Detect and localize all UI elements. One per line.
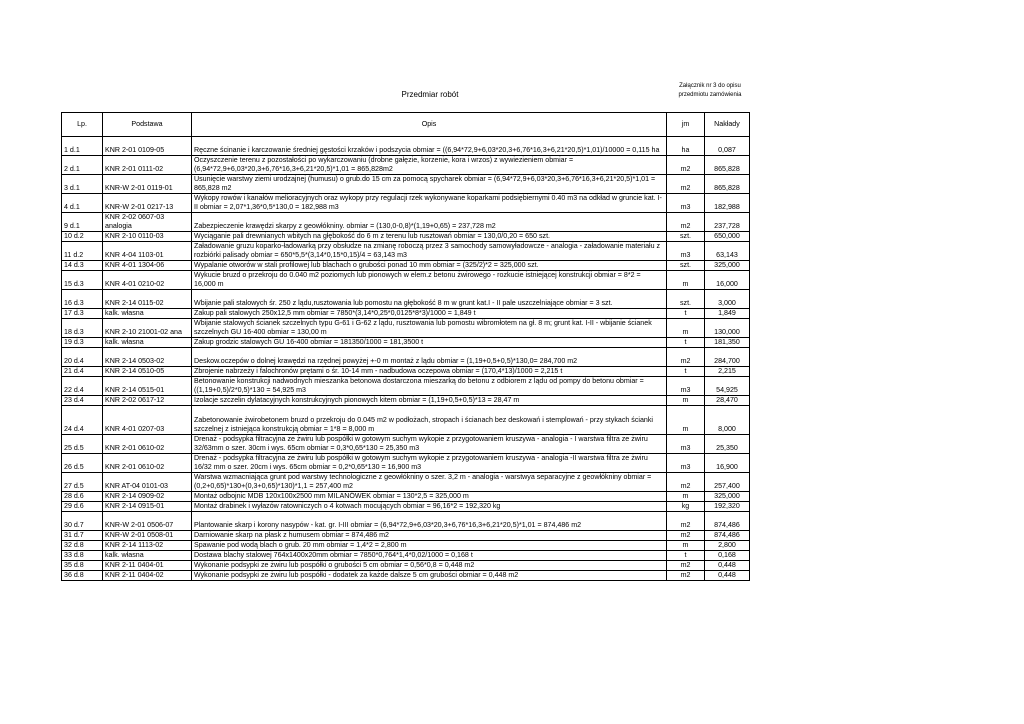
cell-podstawa: KNR-W 2-01 0508-01 bbox=[103, 531, 192, 541]
cell-jm: t bbox=[667, 367, 705, 377]
cell-jm: t bbox=[667, 309, 705, 319]
cell-opis: Zbrojenie nabrzeży i falochronów prętami o śr. 10-14 mm - nadbudowa oczepowa obmiar = (170,4*13)/1000 = 2,215 t bbox=[192, 367, 667, 377]
cell-lp: 15 d.3 bbox=[62, 271, 103, 290]
bill-of-quantities-table bbox=[61, 112, 750, 581]
cell-opis: Oczyszczenie terenu z pozostałości po wykarczowaniu (drobne gałęzie, korzenie, kora i wrzos) z wywiezieniem obmiar = (6,94*72,9+6,03*20,3+6,76*16,3+6,21*20,5)*1,01 = 865,828m2 bbox=[192, 156, 667, 175]
cell-jm: ha bbox=[667, 137, 705, 156]
table-row bbox=[62, 261, 750, 271]
table-row bbox=[62, 232, 750, 242]
col-header-podstawa: Podstawa bbox=[103, 113, 192, 137]
cell-naklady: 325,000 bbox=[705, 261, 750, 271]
table-row bbox=[62, 338, 750, 348]
cell-naklady: 874,486 bbox=[705, 512, 750, 531]
cell-podstawa: KNR 2-14 0909-02 bbox=[103, 492, 192, 502]
cell-jm: m bbox=[667, 406, 705, 435]
cell-lp: 19 d.3 bbox=[62, 338, 103, 348]
table-row bbox=[62, 309, 750, 319]
cell-opis: Warstwa wzmacniająca grunt pod warstwy technologiczne z geowłókniny o szer. 3,2 m - analogia - warstwya separacyjne z geowłókniny obmiar = (0,2+0,65)*130+(0,3+0,65)*130)*1,1 = 257,400 m2 bbox=[192, 473, 667, 492]
cell-lp: 26 d.5 bbox=[62, 454, 103, 473]
table-row bbox=[62, 512, 750, 531]
cell-lp: 28 d.6 bbox=[62, 492, 103, 502]
cell-opis: Wykonanie podsypki ze żwiru lub pospółki o grubości 5 cm obmiar = 0,56*0,8 = 0,448 m2 bbox=[192, 561, 667, 571]
cell-podstawa: KNR 2-14 0515-01 bbox=[103, 377, 192, 396]
cell-opis: Darniowanie skarp na płask z humusem obmiar = 874,486 m2 bbox=[192, 531, 667, 541]
cell-opis: Zakup pali stalowych 250x12,5 mm obmiar = 7850*(3,14*0,25*0,0125*8*3)/1000 = 1,849 t bbox=[192, 309, 667, 319]
cell-naklady: 16,900 bbox=[705, 454, 750, 473]
cell-opis: Wypalanie otworów w stali profilowej lub blachach o grubości ponad 10 mm obmiar = (325/2)*2 = 325,000 szt. bbox=[192, 261, 667, 271]
cell-lp: 16 d.3 bbox=[62, 290, 103, 309]
cell-jm: m bbox=[667, 541, 705, 551]
col-header-lp: Lp. bbox=[62, 113, 103, 137]
cell-opis: Montaż drabinek i wyłazów ratowniczych o 4 kotwach mocujących obmiar = 96,16*2 = 192,320 kg bbox=[192, 502, 667, 512]
table-row bbox=[62, 156, 750, 175]
cell-lp: 31 d.7 bbox=[62, 531, 103, 541]
cell-podstawa: kalk. własna bbox=[103, 338, 192, 348]
table-row bbox=[62, 435, 750, 454]
cell-jm: szt. bbox=[667, 290, 705, 309]
cell-podstawa: KNR 2-14 1113-02 bbox=[103, 541, 192, 551]
cell-podstawa: KNR 2-10 21001-02 ana bbox=[103, 319, 192, 338]
cell-naklady: 865,828 bbox=[705, 175, 750, 194]
cell-opis: Wykopy rowów i kanałów melioracyjnych oraz wykopy przy regulacji rzek wykonywane koparkami podsiębiernymi 0.40 m3 na odkład w gruncie kat. I-II obmiar = 2,07*1,36*0,5*130,0 = 182,988 m3 bbox=[192, 194, 667, 213]
cell-jm: m bbox=[667, 396, 705, 406]
cell-podstawa: KNR 2-01 0610-02 bbox=[103, 435, 192, 454]
cell-podstawa: kalk. własna bbox=[103, 551, 192, 561]
cell-naklady: 63,143 bbox=[705, 242, 750, 261]
cell-opis: Deskow.oczepów o dolnej krawędzi na rzędnej powyżej +-0 m montaż z lądu obmiar = (1,19+0,5+0,5)*130,0= 284,700 m2 bbox=[192, 348, 667, 367]
cell-jm: m2 bbox=[667, 531, 705, 541]
cell-lp: 30 d.7 bbox=[62, 512, 103, 531]
table-row bbox=[62, 137, 750, 156]
cell-opis: Wykonanie podsypki ze żwiru lub pospółki - dodatek za każde dalsze 5 cm grubości obmiar = 0,448 m2 bbox=[192, 571, 667, 581]
cell-lp: 29 d.6 bbox=[62, 502, 103, 512]
cell-opis: Betonowanie konstrukcji nadwodnych mieszanka betonowa dostarczona mieszarką do betonu z odbiorem z lądu od pompy do betonu obmiar = ((1,19+0,5)/2*0,5)*130 = 54,925 m3 bbox=[192, 377, 667, 396]
cell-naklady: 8,000 bbox=[705, 406, 750, 435]
cell-opis: Wbijanie pali stalowych śr. 250 z lądu,rusztowania lub pomostu na głębokość 8 m w grunt kat.I - II pale uszczelniające obmiar = 3 szt. bbox=[192, 290, 667, 309]
document-title: Przedmiar robót bbox=[401, 90, 459, 99]
table-row bbox=[62, 367, 750, 377]
cell-opis: Montaż odbojnic MDB 120x100x2500 mm MILANÓWEK obmiar = 130*2,5 = 325,000 m bbox=[192, 492, 667, 502]
cell-naklady: 16,000 bbox=[705, 271, 750, 290]
cell-podstawa: KNR 2-10 0110-03 bbox=[103, 232, 192, 242]
cell-naklady: 2,800 bbox=[705, 541, 750, 551]
cell-lp: 21 d.4 bbox=[62, 367, 103, 377]
cell-podstawa: KNR 4-01 0207-03 bbox=[103, 406, 192, 435]
cell-lp: 4 d.1 bbox=[62, 194, 103, 213]
cell-opis: Wbijanie stalowych ścianek szczelnych typu G-61 i G-62 z lądu, rusztowania lub pomostu wibromłotem na gł. 8 m; grunt kat. I-II - wbijanie ścianek szczelnych GU 16-400 obmiar = 130,00 m bbox=[192, 319, 667, 338]
cell-lp: 1 d.1 bbox=[62, 137, 103, 156]
cell-lp: 36 d.8 bbox=[62, 571, 103, 581]
col-header-jm: jm bbox=[667, 113, 705, 137]
cell-jm: m3 bbox=[667, 435, 705, 454]
cell-opis: Usunięcie warstwy ziemi urodzajnej (humusu) o grub.do 15 cm za pomocą spycharek obmiar = (6,94*72,9+6,03*20,3+6,76*16,3+6,21*20,5)*1,01 = 865,828 m2 bbox=[192, 175, 667, 194]
cell-podstawa: KNR 2-14 0503-02 bbox=[103, 348, 192, 367]
cell-naklady: 2,215 bbox=[705, 367, 750, 377]
cell-podstawa: KNR 2-01 0610-02 bbox=[103, 454, 192, 473]
cell-opis: Drenaż - podsypka filtracyjna ze żwiru lub pospółki w gotowym suchym wykopie z przygotowaniem kruszywa - analogia -II warstwa filtra ze żwiru 16/32 mm o szer. 20cm i wys. 65cm obmiar = 0,2*0,65*130 = 16,900 m3 bbox=[192, 454, 667, 473]
cell-naklady: 25,350 bbox=[705, 435, 750, 454]
cell-opis: Dostawa blachy stalowej 764x1400x20mm obmiar = 7850*0,764*1,4*0,02/1000 = 0,168 t bbox=[192, 551, 667, 561]
cell-lp: 22 d.4 bbox=[62, 377, 103, 396]
cell-naklady: 257,400 bbox=[705, 473, 750, 492]
table-row bbox=[62, 492, 750, 502]
cell-jm: m2 bbox=[667, 213, 705, 232]
table-row bbox=[62, 551, 750, 561]
cell-podstawa: KNR 2-14 0510-05 bbox=[103, 367, 192, 377]
cell-opis: Wyciąganie pali drewnianych wbitych na głębokość do 6 m z terenu lub rusztowań obmiar = 130,0/0,20 = 650 szt. bbox=[192, 232, 667, 242]
cell-jm: m3 bbox=[667, 194, 705, 213]
cell-naklady: 54,925 bbox=[705, 377, 750, 396]
cell-naklady: 650,000 bbox=[705, 232, 750, 242]
cell-lp: 35 d.8 bbox=[62, 561, 103, 571]
table-row bbox=[62, 571, 750, 581]
cell-jm: kg bbox=[667, 502, 705, 512]
cell-lp: 2 d.1 bbox=[62, 156, 103, 175]
cell-jm: m2 bbox=[667, 571, 705, 581]
cell-podstawa: KNR 2-01 0111-02 bbox=[103, 156, 192, 175]
cell-jm: t bbox=[667, 551, 705, 561]
cell-naklady: 325,000 bbox=[705, 492, 750, 502]
table-row bbox=[62, 271, 750, 290]
cell-naklady: 0,168 bbox=[705, 551, 750, 561]
cell-jm: m2 bbox=[667, 473, 705, 492]
cell-lp: 9 d.1 bbox=[62, 213, 103, 232]
cell-lp: 17 d.3 bbox=[62, 309, 103, 319]
cell-lp: 20 d.4 bbox=[62, 348, 103, 367]
cell-jm: t bbox=[667, 338, 705, 348]
cell-podstawa: KNR 2-02 0607-03 analogia bbox=[103, 213, 192, 232]
table-row bbox=[62, 473, 750, 492]
table-row bbox=[62, 319, 750, 338]
cell-podstawa: KNR 2-11 0404-01 bbox=[103, 561, 192, 571]
cell-naklady: 0,448 bbox=[705, 561, 750, 571]
cell-jm: m bbox=[667, 319, 705, 338]
cell-jm: m3 bbox=[667, 377, 705, 396]
table-row bbox=[62, 348, 750, 367]
cell-podstawa: kalk. własna bbox=[103, 309, 192, 319]
cell-jm: szt. bbox=[667, 232, 705, 242]
cell-opis: Załadowanie gruzu koparko-ładowarką przy obsłudze na zmianę roboczą przez 3 samochody samowyładowcze - analogia - załadowanie materiału z rozbiórki palisady obmiar = 650*5,5*(3,14*0,15*0,15)/4 = 63,143 m3 bbox=[192, 242, 667, 261]
table-body bbox=[62, 137, 750, 581]
cell-lp: 14 d.3 bbox=[62, 261, 103, 271]
cell-naklady: 192,320 bbox=[705, 502, 750, 512]
cell-lp: 24 d.4 bbox=[62, 406, 103, 435]
cell-opis: Izolacje szczelin dylatacyjnych konstrukcyjnych pionowych kitem obmiar = (1,19+0,5+0,5)*13 = 28,47 m bbox=[192, 396, 667, 406]
cell-lp: 25 d.5 bbox=[62, 435, 103, 454]
table-row bbox=[62, 502, 750, 512]
cell-jm: m2 bbox=[667, 512, 705, 531]
cell-podstawa: KNR-W 2-01 0217-13 bbox=[103, 194, 192, 213]
cell-jm: m2 bbox=[667, 348, 705, 367]
attachment-line-2: przedmiotu zamówienia bbox=[678, 92, 742, 98]
cell-opis: Zabezpieczenie krawędzi skarpy z geowłókniny. obmiar = (130,0-0,8)*(1,19+0,65) = 237,728 m2 bbox=[192, 213, 667, 232]
cell-opis: Zabetonowanie żwirobetonem bruzd o przekroju do 0.045 m2 w podłożach, stropach i ścianach bez deskowań i stemplowań - przy stykach ścianki szczelnej z istniejąca konstrukcją obmiar = 1*8 = 8,000 m bbox=[192, 406, 667, 435]
cell-jm: m2 bbox=[667, 175, 705, 194]
cell-lp: 11 d.2 bbox=[62, 242, 103, 261]
cell-podstawa: KNR 2-02 0617-12 bbox=[103, 396, 192, 406]
table-row bbox=[62, 242, 750, 261]
cell-lp: 33 d.8 bbox=[62, 551, 103, 561]
cell-podstawa: KNR 2-11 0404-02 bbox=[103, 571, 192, 581]
cell-jm: m3 bbox=[667, 242, 705, 261]
table-row bbox=[62, 175, 750, 194]
cell-opis: Ręczne ścinanie i karczowanie średniej gęstości krzaków i podszycia obmiar = ((6,94*72,9+6,03*20,3+6,76*16,3+6,21*20,5)*1,01)/10000 = 0,115 ha bbox=[192, 137, 667, 156]
col-header-opis: Opis bbox=[192, 113, 667, 137]
cell-opis: Wykucie bruzd o przekroju do 0.040 m2 poziomych lub pionowych w elem.z betonu żwirowego - rozkucie istniejącej konstrukcji obmiar = 8*2 = 16,000 m bbox=[192, 271, 667, 290]
cell-naklady: 1,849 bbox=[705, 309, 750, 319]
attachment-note bbox=[660, 82, 760, 100]
cell-lp: 3 d.1 bbox=[62, 175, 103, 194]
cell-naklady: 874,486 bbox=[705, 531, 750, 541]
cell-opis: Drenaż - podsypka filtracyjna ze żwiru lub pospółki w gotowym suchym wykopie z przygotowaniem kruszywa - analogia - I warstwa filtra ze żwiru 32/63mm o szer. 30cm i wys. 65cm obmiar = 0,3*0,65*130 = 25,350 m3 bbox=[192, 435, 667, 454]
table-row bbox=[62, 531, 750, 541]
cell-lp: 18 d.3 bbox=[62, 319, 103, 338]
table-row bbox=[62, 377, 750, 396]
cell-opis: Zakup grodzic stalowych GU 16-400 obmiar = 181350/1000 = 181,3500 t bbox=[192, 338, 667, 348]
table-row bbox=[62, 290, 750, 309]
cell-podstawa: KNR 4-04 1103-01 bbox=[103, 242, 192, 261]
cell-jm: m bbox=[667, 492, 705, 502]
cell-lp: 32 d.8 bbox=[62, 541, 103, 551]
cell-naklady: 0,087 bbox=[705, 137, 750, 156]
cell-naklady: 284,700 bbox=[705, 348, 750, 367]
cell-podstawa: KNR 2-14 0115-02 bbox=[103, 290, 192, 309]
table-row bbox=[62, 396, 750, 406]
cell-opis: Plantowanie skarp i korony nasypów - kat. gr. I-III obmiar = (6,94*72,9+6,03*20,3+6,76*16,3+6,21*20,5)*1,01 = 874,486 m2 bbox=[192, 512, 667, 531]
table-row bbox=[62, 406, 750, 435]
table-row bbox=[62, 213, 750, 232]
cell-jm: m2 bbox=[667, 561, 705, 571]
cell-jm: m3 bbox=[667, 454, 705, 473]
cell-naklady: 237,728 bbox=[705, 213, 750, 232]
cell-opis: Spawanie pod wodą blach o grub. 20 mm obmiar = 1,4*2 = 2,800 m bbox=[192, 541, 667, 551]
col-header-naklady: Nakłady bbox=[705, 113, 750, 137]
cell-podstawa: KNR 2-14 0915-01 bbox=[103, 502, 192, 512]
cell-podstawa: KNR-W 2-01 0119-01 bbox=[103, 175, 192, 194]
cell-jm: m2 bbox=[667, 156, 705, 175]
cell-podstawa: KNR 4-01 1304-06 bbox=[103, 261, 192, 271]
table-row bbox=[62, 541, 750, 551]
cell-podstawa: KNR 4-01 0210-02 bbox=[103, 271, 192, 290]
cell-naklady: 0,448 bbox=[705, 571, 750, 581]
table-row bbox=[62, 194, 750, 213]
cell-podstawa: KNR 2-01 0109-05 bbox=[103, 137, 192, 156]
table-row bbox=[62, 561, 750, 571]
cell-lp: 10 d.2 bbox=[62, 232, 103, 242]
attachment-line-1: Załącznik nr 3 do opisu bbox=[679, 83, 741, 89]
cell-naklady: 3,000 bbox=[705, 290, 750, 309]
cell-naklady: 865,828 bbox=[705, 156, 750, 175]
cell-lp: 27 d.5 bbox=[62, 473, 103, 492]
table-header-row bbox=[62, 113, 750, 137]
cell-lp: 23 d.4 bbox=[62, 396, 103, 406]
cell-jm: szt. bbox=[667, 261, 705, 271]
cell-naklady: 182,988 bbox=[705, 194, 750, 213]
cell-naklady: 130,000 bbox=[705, 319, 750, 338]
cell-naklady: 28,470 bbox=[705, 396, 750, 406]
cell-naklady: 181,350 bbox=[705, 338, 750, 348]
table-row bbox=[62, 454, 750, 473]
cell-podstawa: KNR AT-04 0101-03 bbox=[103, 473, 192, 492]
cell-podstawa: KNR-W 2-01 0506-07 bbox=[103, 512, 192, 531]
cell-jm: m bbox=[667, 271, 705, 290]
